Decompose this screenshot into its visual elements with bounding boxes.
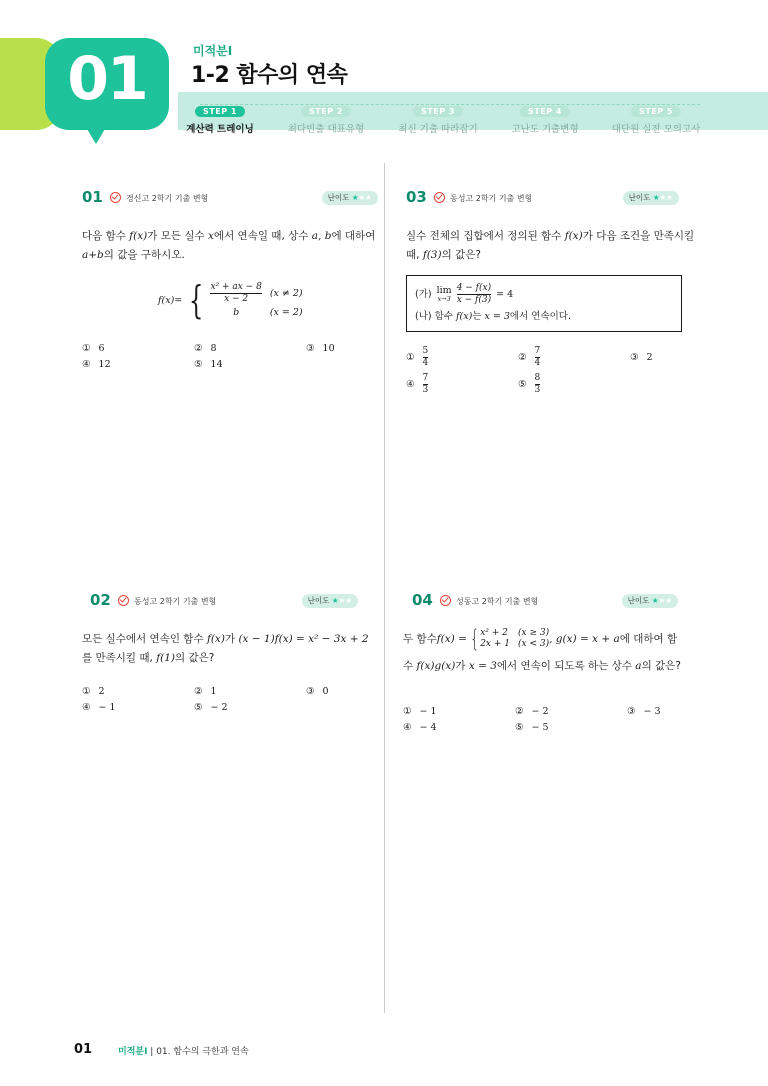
difficulty-label: 난이도: [627, 596, 650, 605]
star-empty-icon: ★★: [358, 193, 372, 202]
choice-5[interactable]: ⑤ − 2: [194, 702, 228, 713]
star-empty-icon: ★★: [658, 596, 672, 605]
problem-source: 동성고 2학기 기출 변형: [134, 597, 217, 606]
difficulty-badge: [622, 594, 678, 608]
subject-label: 미적분I: [193, 44, 233, 58]
choice-5[interactable]: ⑤ 14: [194, 359, 223, 370]
page-title: 1-2 함수의 연속: [191, 63, 348, 88]
problem-stem: 실수 전체의 집합에서 정의된 함수 f(x)가 다음 조건을 만족시킬 때, f(3)의 값은?: [406, 230, 695, 261]
choice-4[interactable]: ④ − 1: [82, 702, 116, 713]
footer-chapter: [118, 1044, 249, 1057]
problem-source: 성동고 2학기 기출 변형: [456, 597, 539, 606]
choice-list: [403, 706, 699, 733]
star-icon: ★: [351, 193, 359, 202]
chapter-badge-tail: [84, 124, 108, 144]
choice-1[interactable]: ① − 1: [403, 706, 437, 717]
star-icon: ★: [651, 596, 659, 605]
step-4[interactable]: [485, 99, 605, 135]
piece-lhs: f(x)=: [158, 294, 183, 306]
piece-cond-2: (x = 2): [269, 307, 303, 318]
problem-source: 경신고 2학기 기출 변형: [126, 194, 209, 203]
choice-1[interactable]: ① 2: [82, 686, 105, 697]
problem-03: [406, 190, 702, 396]
problem-header: [412, 593, 678, 611]
problem-stem-line1: 두 함수 f(x) = { x² + 2 (x ≥ 3) 2x + 1 (x < 3) , g(x) = x + a 에 대하여 함: [403, 625, 678, 653]
choice-list: [82, 686, 378, 713]
star-empty-icon: ★★: [338, 596, 352, 605]
choice-5[interactable]: ⑤ − 5: [515, 722, 549, 733]
step-label: 대단원 실전 모의고사: [611, 124, 701, 135]
difficulty-badge: [623, 191, 679, 205]
star-empty-icon: ★★: [659, 193, 673, 202]
condition-2: (나) 함수 f(x)는 x = 3에서 연속이다.: [415, 311, 572, 322]
choice-4[interactable]: ④ $\frac{7}{3}$: [406, 373, 429, 395]
condition-box: [406, 275, 682, 332]
left-brace: {: [189, 278, 204, 322]
problem-stem-line2: 수 f(x)g(x)가 x = 3에서 연속이 되도록 하는 상수 a의 값은?: [403, 660, 681, 672]
step-label: 고난도 기출변형: [511, 124, 579, 135]
step-pill: STEP 5: [631, 106, 681, 117]
problem-02: [90, 593, 358, 611]
step-pill: STEP 1: [195, 106, 245, 117]
choice-3[interactable]: ③ 0: [306, 686, 329, 697]
column-divider: [384, 163, 385, 1013]
step-2[interactable]: [266, 99, 386, 135]
problem-source: 동성고 2학기 기출 변형: [450, 194, 533, 203]
footer-sep: |: [147, 1047, 157, 1057]
step-label: 계산력 트레이닝: [186, 124, 254, 135]
problem-stem: 모든 실수에서 연속인 함수 f(x)가 (x − 1)f(x) = x² − 3x + 2를 만족시킬 때, f(1)의 값은?: [82, 633, 369, 664]
choice-2[interactable]: ② 1: [194, 686, 217, 697]
choice-3[interactable]: ③ − 3: [627, 706, 661, 717]
difficulty-badge: [302, 594, 358, 608]
choice-3[interactable]: ③ 10: [306, 343, 335, 354]
choice-2[interactable]: ② 8: [194, 343, 217, 354]
chapter-number: 01: [67, 44, 147, 114]
step-label: 최다빈출 대표유형: [287, 124, 365, 135]
problem-04: [412, 593, 678, 611]
footer-chapter-title: 01. 함수의 극한과 연속: [156, 1047, 249, 1057]
page-number: 01: [74, 1042, 93, 1057]
problem-header: [90, 593, 358, 611]
problem-header: [406, 190, 702, 208]
difficulty-label: 난이도: [628, 193, 651, 202]
problem-04-body: [403, 627, 699, 733]
condition-1: (가) lim x→3 $\frac{4 - f(x)}{x - f(3)}$ = 4: [415, 283, 514, 305]
piecewise-function: [158, 278, 378, 322]
footer-subject: 미적분I: [118, 1047, 148, 1057]
piece-fraction: $\frac{\text{x² + ax − 8}}{x - 2}$: [210, 282, 262, 304]
step-pill: STEP 2: [301, 106, 351, 117]
problem-number: 01: [82, 188, 103, 206]
problem-02-body: [82, 611, 378, 713]
choice-3[interactable]: ③ 2: [630, 352, 653, 363]
problem-number: 03: [406, 188, 427, 206]
choice-list: [406, 346, 702, 396]
choice-4[interactable]: ④ 12: [82, 359, 111, 370]
difficulty-label: 난이도: [327, 193, 350, 202]
problem-01: [82, 190, 378, 370]
choice-1[interactable]: ① 6: [82, 343, 105, 354]
step-1[interactable]: [160, 99, 280, 135]
problem-number: 04: [412, 591, 433, 609]
choice-5[interactable]: ⑤ $\frac{8}{3}$: [518, 373, 541, 395]
piece-b: b: [233, 307, 240, 318]
difficulty-label: 난이도: [307, 596, 330, 605]
piece-rows: [210, 282, 302, 318]
choice-2[interactable]: ② − 2: [515, 706, 549, 717]
check-icon: [110, 192, 121, 203]
difficulty-badge: [322, 191, 378, 205]
choice-1[interactable]: ① $\frac{5}{4}$: [406, 346, 429, 368]
choice-2[interactable]: ② $\frac{7}{4}$: [518, 346, 541, 368]
step-3[interactable]: [378, 99, 498, 135]
step-5[interactable]: [596, 99, 716, 135]
step-pill: STEP 4: [520, 106, 570, 117]
piece-cond-1: (x ≠ 2): [269, 288, 303, 299]
check-icon: [440, 595, 451, 606]
choice-4[interactable]: ④ − 4: [403, 722, 437, 733]
problem-stem: 다음 함수 f(x)가 모든 실수 x에서 연속일 때, 상수 a, b에 대하여 a+b의 값을 구하시오.: [82, 230, 376, 261]
step-label: 최신 기출 따라잡기: [398, 124, 478, 135]
check-icon: [118, 595, 129, 606]
step-pill: STEP 3: [413, 106, 463, 117]
star-icon: ★: [652, 193, 660, 202]
star-icon: ★: [331, 596, 339, 605]
choice-list: [82, 343, 378, 370]
problem-header: [82, 190, 378, 208]
problem-number: 02: [90, 591, 111, 609]
check-icon: [434, 192, 445, 203]
